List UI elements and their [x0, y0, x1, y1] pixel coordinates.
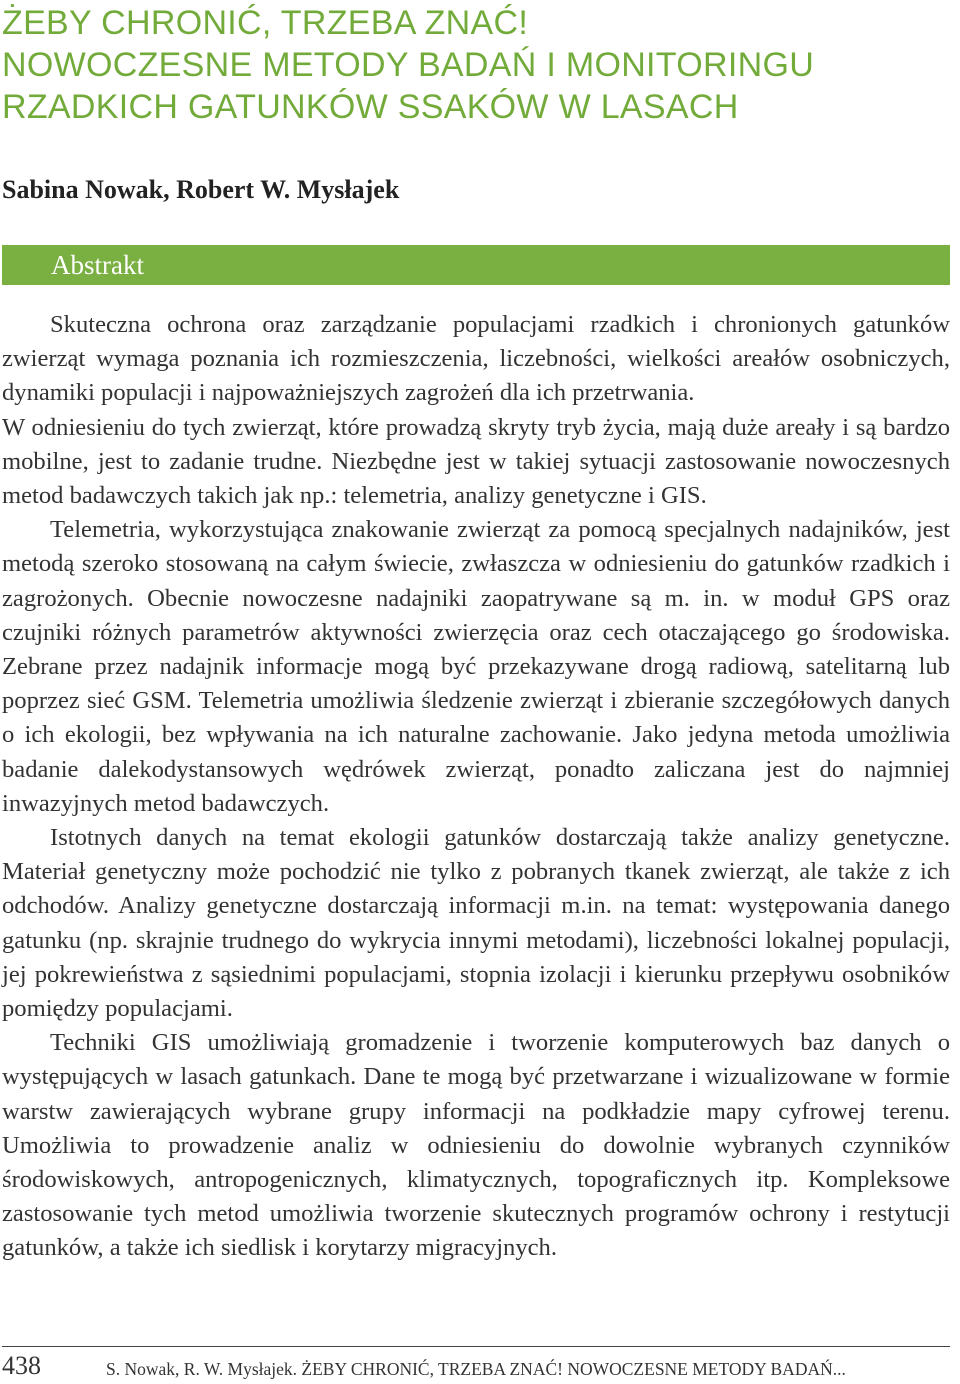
abstract-label: Abstrakt: [51, 250, 144, 280]
paragraph-1: Skuteczna ochrona oraz zarządzanie populacjami rzadkich i chronionych gatunków zwierząt wymaga poznania ich rozmieszczenia, liczebności, wielkości areałów osobniczych, dynamiki populacji i najpoważniejszych zagrożeń dla ich przetrwania.: [2, 311, 950, 407]
title-line-3: RZADKICH GATUNKÓW SSAKÓW W LASACH: [2, 88, 739, 126]
paragraph-5: Techniki GIS umożliwiają gromadzenie i tworzenie komputerowych baz danych o występujących w lasach gatunkach. Dane te mogą być przetwarzane i wizualizowane w formie warstw zawierających wybrane grupy informacji na podkładzie mapy cyfrowej terenu. Umożliwia to prowadzenie analiz w odniesieniu do dowolnie wybranych czynników środowiskowych, antropogenicznych, klimatycznych, topograficznych itp. Kompleksowe zastosowanie tych metod umożliwia tworzenie skutecznych programów ochrony i restytucji gatunków, a także ich siedlisk i korytarzy migracyjnych.: [2, 1029, 950, 1262]
running-head: S. Nowak, R. W. Mysłajek. ŻEBY CHRONIĆ, TRZEBA ZNAĆ! NOWOCZESNE METODY BADAŃ...: [106, 1359, 846, 1379]
paragraph-3: Telemetria, wykorzystująca znakowanie zwierząt za pomocą specjalnych nadajników, jest metodą szeroko stosowaną na całym świecie, zwłaszcza w odniesieniu do gatunków rzadkich i zagrożonych. Obecnie nowoczesne nadajniki zaopatrywane są m. in. w moduł GPS oraz czujniki różnych parametrów aktywności zwierzęcia oraz cech otaczającego go środowiska. Zebrane przez nadajnik informacje mogą być przekazywane drogą radiową, satelitarną lub poprzez sieć GSM. Telemetria umożliwia śledzenie zwierząt i zbieranie szczegółowych danych o ich ekologii, bez wpływania na ich naturalne zachowanie. Jako jedyna metoda umożliwia badanie dalekodystansowych wędrówek zwierząt, ponadto zaliczana jest do najmniej inwazyjnych metod badawczych.: [2, 516, 950, 817]
authors: Sabina Nowak, Robert W. Mysłajek: [2, 175, 400, 204]
paragraph-4: Istotnych danych na temat ekologii gatunków dostarczają także analizy genetyczne. Materiał genetyczny może pochodzić nie tylko z pobranych tkanek zwierząt, ale także z ich odchodów. Analizy genetyczne dostarczają informacji m.in. na temat: występowania danego gatunku (np. skrajnie trudnego do wykrycia innymi metodami), liczebności lokalnej populacji, jej pokrewieństwa z sąsiednimi populacjami, stopnia izolacji i kierunku przepływu osobników pomiędzy populacjami.: [2, 824, 950, 1023]
paragraph-2: W odniesieniu do tych zwierząt, które prowadzą skryty tryb życia, mają duże areały i są bardzo mobilne, jest to zadanie trudne. Niezbędne jest w takiej sytuacji zastosowanie nowoczesnych metod badawczych takich jak np.: telemetria, analizy genetyczne i GIS.: [2, 413, 950, 510]
abstract-body: [2, 308, 950, 1266]
title-line-1: ŻEBY CHRONIĆ, TRZEBA ZNAĆ!: [2, 4, 529, 42]
article-title: [2, 2, 942, 128]
footer-divider: [2, 1346, 950, 1347]
title-line-2: NOWOCZESNE METODY BADAŃ I MONITORINGU: [2, 46, 815, 84]
page-number: 438: [2, 1351, 41, 1380]
abstract-header-bar: [2, 245, 950, 285]
